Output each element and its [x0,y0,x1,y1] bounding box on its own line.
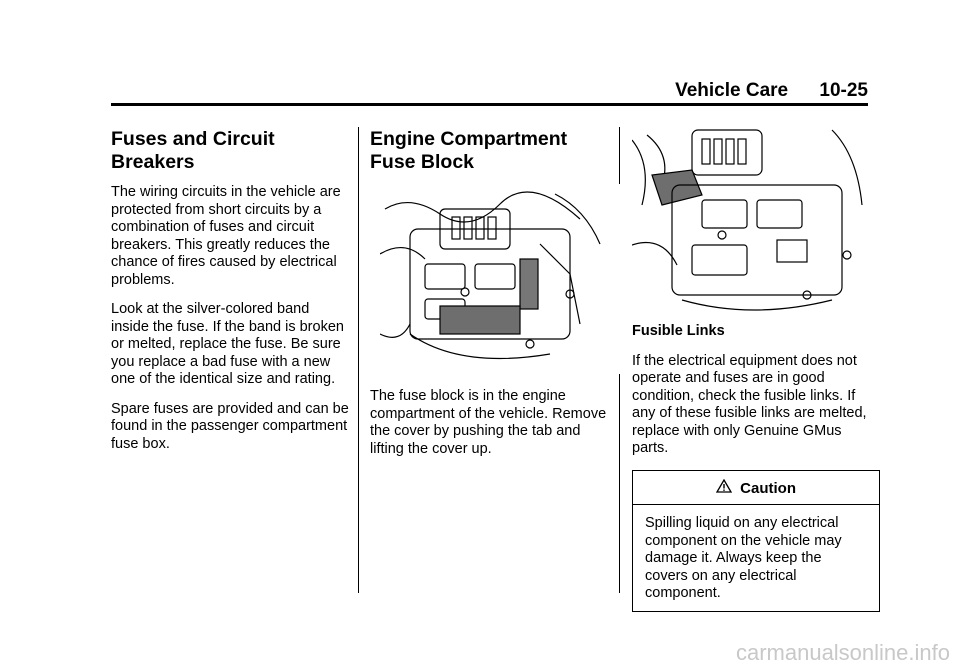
column-engine-fuse-block [370,125,610,470]
caution-title: Caution [740,479,796,497]
fusible-links-illustration [632,125,872,315]
paragraph: Look at the silver-colored band inside the fuse. If the band is broken or melted, replace the fuse. Be sure you replace a bad fuse with a new one of the identical size and rating. [111,301,344,387]
caution-header [633,471,879,506]
section-heading: Fuses and Circuit Breakers [111,128,275,173]
warning-triangle-icon [716,479,732,498]
page-header [675,80,868,102]
column-fuses [111,125,351,465]
section-heading: Engine Compartment Fuse Block [370,128,568,173]
fuse-block-illustration [380,184,620,374]
page-number: 10-25 [819,80,868,101]
section-title: Vehicle Care [675,80,789,101]
paragraph: If the electrical equipment does not operate and fuses are in good condition, check the fusible links. If any of these fusible links are melted, replace with only Genuine GMus parts. [632,352,867,456]
header-rule [111,103,868,106]
subsection-heading: Fusible Links [632,323,725,339]
caution-text: Spilling liquid on any electrical component on the vehicle may damage it. Always keep the covers on any electrical component. [645,515,842,601]
watermark: carmanualsonline.info [735,640,950,665]
column-divider-1 [358,127,359,593]
caution-box [632,470,880,612]
column-fusible-links [632,125,880,612]
paragraph: The wiring circuits in the vehicle are protected from short circuits by a combination of fuses and circuit breakers. This greatly reduces the chance of fires caused by electrical problems. [111,184,341,288]
paragraph: Spare fuses are provided and can be found in the passenger compartment fuse box. [111,400,349,452]
paragraph: The fuse block is in the engine compartment of the vehicle. Remove the cover by pushing the tab and lifting the cover up. [370,388,607,457]
